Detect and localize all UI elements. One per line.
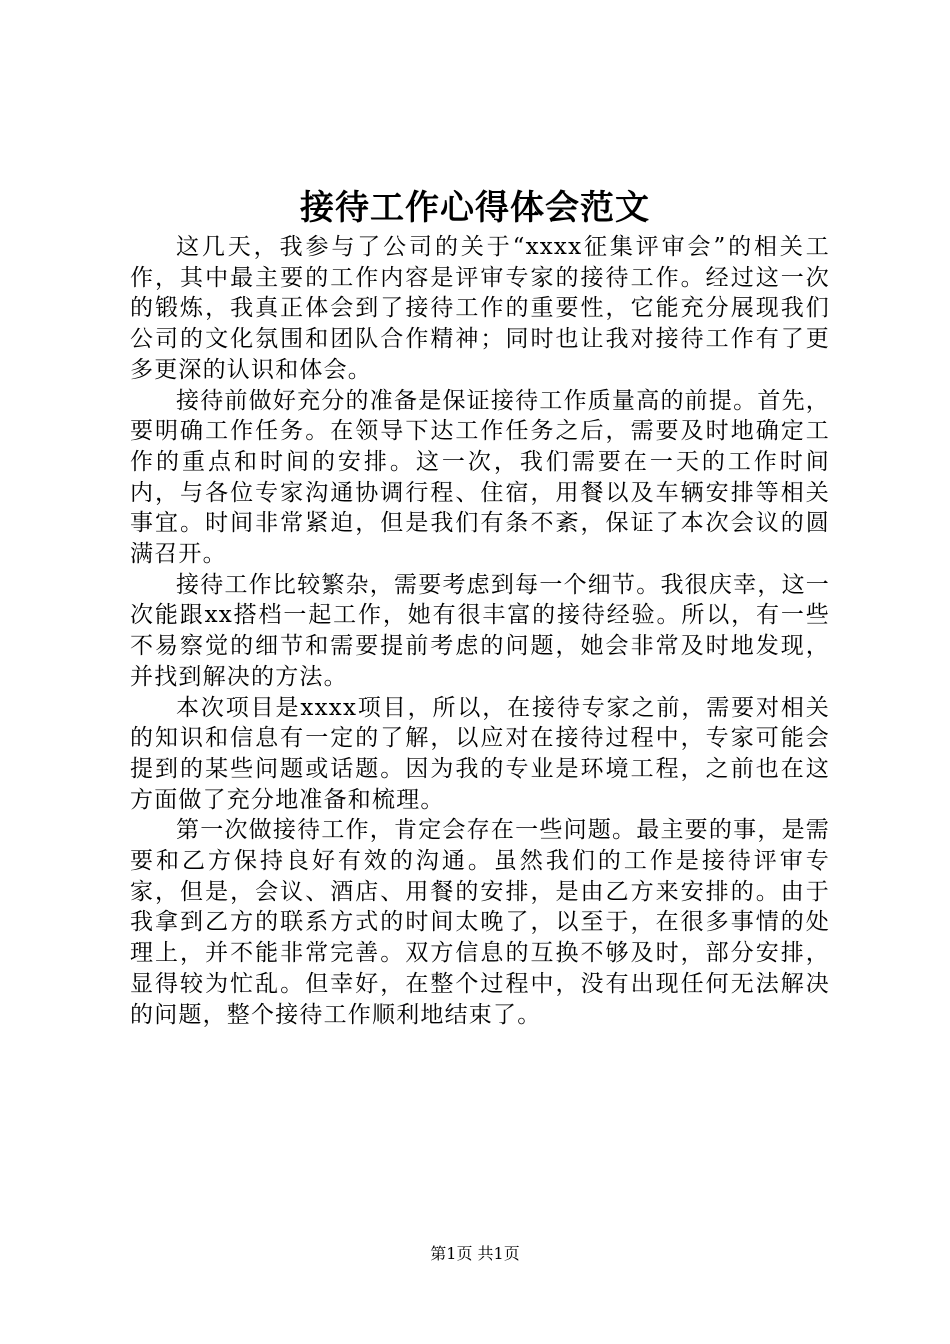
document-body bbox=[130, 232, 830, 1030]
paragraph-2: 接待前做好充分的准备是保证接待工作质量高的前提。首先，要明确工作任务。在领导下达工作任务之后，需要及时地确定工作的重点和时间的安排。这一次，我们需要在一天的工作时间内，与各位专家沟通协调行程、住宿，用餐以及车辆安排等相关事宜。时间非常紧迫，但是我们有条不紊，保证了本次会议的圆满召开。 bbox=[130, 387, 830, 568]
paragraph-1: 这几天，我参与了公司的关于“xxxx征集评审会”的相关工作，其中最主要的工作内容是评审专家的接待工作。经过这一次的锻炼，我真正体会到了接待工作的重要性，它能充分展现我们公司的文化氛围和团队合作精神；同时也让我对接待工作有了更多更深的认识和体会。 bbox=[130, 234, 830, 383]
page-footer: 第1页 共1页 bbox=[430, 1244, 520, 1263]
paragraph-4: 本次项目是xxxx项目，所以，在接待专家之前，需要对相关的知识和信息有一定的了解，以应对在接待过程中，专家可能会提到的某些问题或话题。因为我的专业是环境工程，之前也在这方面做了充分地准备和梳理。 bbox=[130, 694, 830, 813]
paragraph-5: 第一次做接待工作，肯定会存在一些问题。最主要的事，是需要和乙方保持良好有效的沟通。虽然我们的工作是接待评审专家，但是，会议、酒店、用餐的安排，是由乙方来安排的。由于我拿到乙方的联系方式的时间太晚了，以至于，在很多事情的处理上，并不能非常完善。双方信息的互换不够及时，部分安排，显得较为忙乱。但幸好，在整个过程中，没有出现任何无法解决的问题，整个接待工作顺利地结束了。 bbox=[130, 817, 830, 1028]
document-title: 接待工作心得体会范文 bbox=[300, 188, 650, 228]
paragraph-3: 接待工作比较繁杂，需要考虑到每一个细节。我很庆幸，这一次能跟xx搭档一起工作，她有很丰富的接待经验。所以，有一些不易察觉的细节和需要提前考虑的问题，她会非常及时地发现，并找到解决的方法。 bbox=[130, 571, 830, 690]
